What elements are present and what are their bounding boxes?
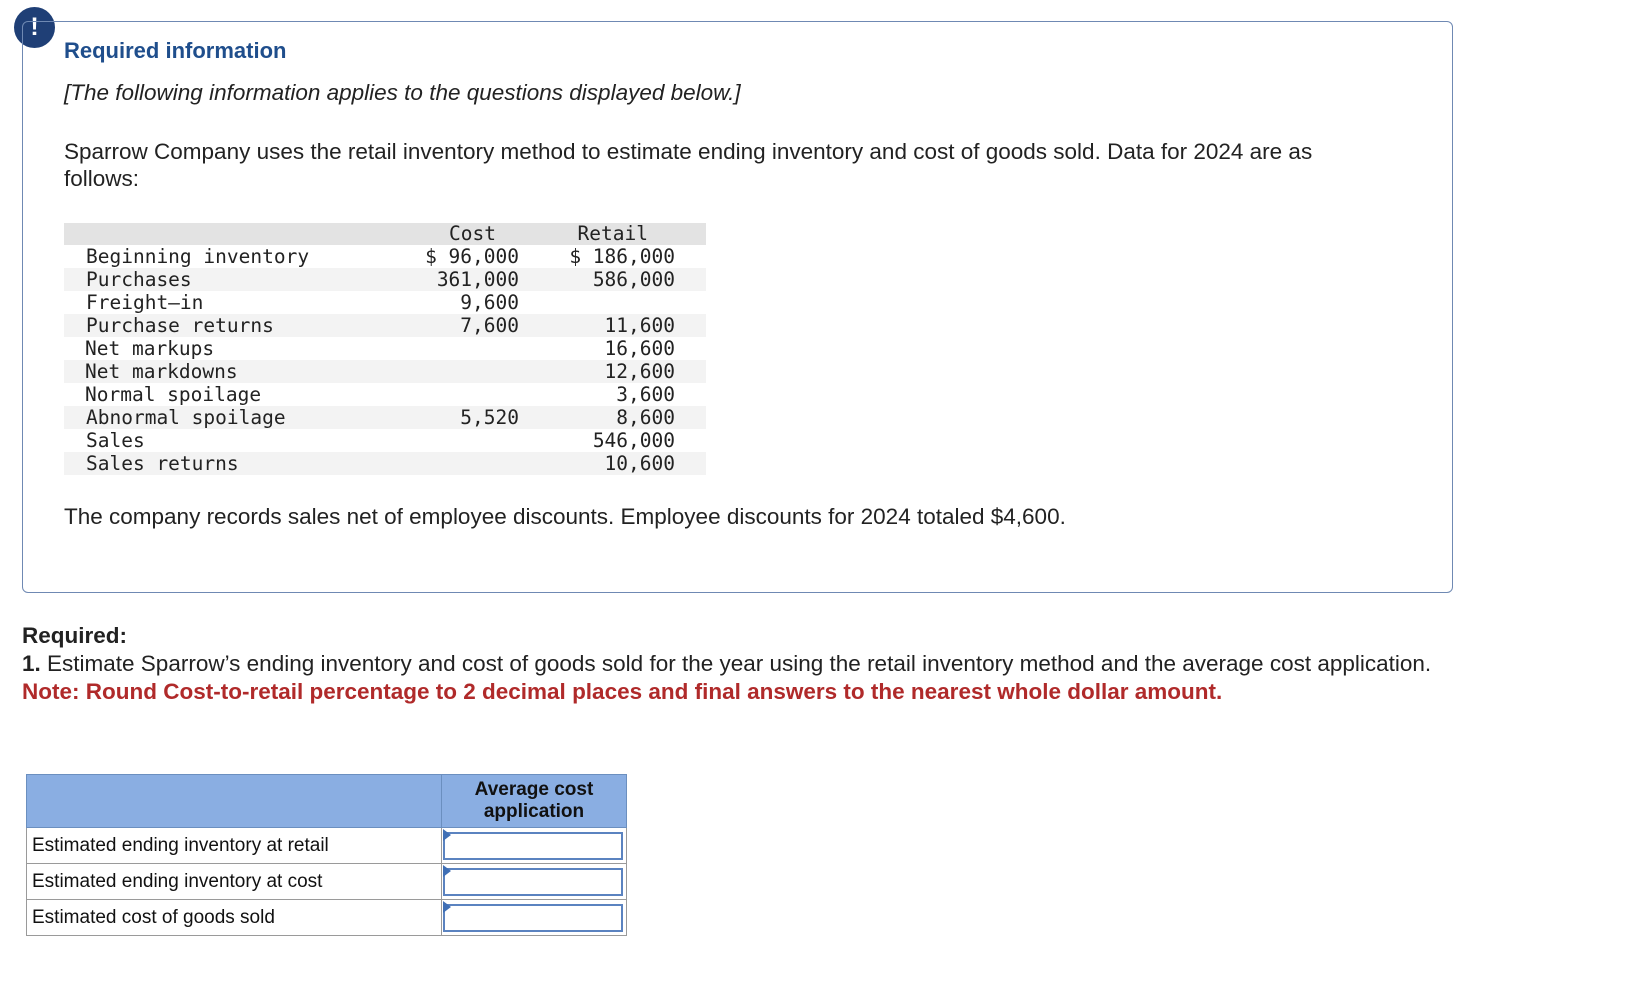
row-label: Beginning inventory — [86, 245, 310, 268]
table-row — [64, 406, 706, 429]
row-label: Sales — [86, 429, 145, 452]
answer-table-header — [27, 775, 627, 828]
info-subtitle: [The following information applies to the questions displayed below.] — [64, 80, 741, 105]
answer-row-label: Estimated ending inventory at retail — [27, 828, 442, 864]
row-retail: 586,000 — [592, 268, 675, 291]
row-retail: 8,600 — [616, 406, 675, 429]
header-blank-cell — [27, 775, 442, 828]
row-retail: 11,600 — [604, 314, 675, 337]
question-text: Estimate Sparrow’s ending inventory and cost of goods sold for the year using the retail inventory method and the average cost application. — [40, 651, 1432, 676]
table-row — [27, 864, 627, 900]
required-section — [22, 622, 1442, 706]
answer-input-cell — [442, 900, 627, 936]
ending-inventory-retail-input[interactable] — [443, 832, 623, 860]
answer-input-cell — [442, 864, 627, 900]
row-label: Purchases — [86, 268, 192, 291]
table-header-row — [64, 223, 706, 245]
question-number: 1. — [22, 651, 41, 676]
row-retail: 546,000 — [592, 429, 675, 452]
table-row — [64, 337, 706, 360]
row-retail: 16,600 — [604, 337, 675, 360]
inventory-data-table — [64, 223, 706, 475]
row-cost: 361,000 — [436, 268, 519, 291]
info-note: The company records sales net of employee discounts. Employee discounts for 2024 totaled $4,600. — [64, 504, 1066, 529]
table-row — [64, 360, 706, 383]
table-row — [64, 452, 706, 475]
row-retail: $ 186,000 — [569, 245, 675, 268]
table-row — [64, 245, 706, 268]
table-row — [64, 429, 706, 452]
row-retail: 12,600 — [604, 360, 675, 383]
answer-row-label: Estimated cost of goods sold — [27, 900, 442, 936]
alert-symbol: ! — [30, 13, 39, 41]
info-title: Required information — [64, 38, 287, 63]
row-label: Freight–in — [86, 291, 204, 314]
table-row — [64, 314, 706, 337]
row-retail: 3,600 — [616, 383, 675, 406]
row-label: Net markups — [85, 337, 215, 360]
column-header-cost: Cost — [449, 222, 496, 245]
row-label: Abnormal spoilage — [86, 406, 286, 429]
row-cost: 7,600 — [460, 314, 519, 337]
input-marker-icon — [443, 865, 451, 877]
column-header-average-cost: Average cost application — [442, 775, 627, 828]
row-cost: 5,520 — [460, 406, 519, 429]
row-label: Normal spoilage — [85, 383, 262, 406]
column-header-retail: Retail — [577, 222, 648, 245]
answer-input-cell — [442, 828, 627, 864]
answer-table — [26, 774, 627, 936]
table-row — [64, 383, 706, 406]
row-label: Purchase returns — [86, 314, 274, 337]
info-intro: Sparrow Company uses the retail inventory method to estimate ending inventory and cost of goods sold. Data for 2024 are as follows: — [64, 139, 1313, 191]
input-marker-icon — [443, 901, 451, 913]
table-row — [27, 828, 627, 864]
required-heading: Required: — [22, 623, 128, 648]
table-row — [27, 900, 627, 936]
ending-inventory-cost-input[interactable] — [443, 868, 623, 896]
row-label: Sales returns — [86, 452, 239, 475]
table-row — [64, 268, 706, 291]
row-retail: 10,600 — [604, 452, 675, 475]
row-cost: $ 96,000 — [425, 245, 519, 268]
rounding-note: Note: Round Cost-to-retail percentage to 2 decimal places and final answers to the nearest whole dollar amount. — [22, 679, 1223, 704]
required-question — [22, 650, 1442, 678]
answer-row-label: Estimated ending inventory at cost — [27, 864, 442, 900]
row-cost: 9,600 — [460, 291, 519, 314]
table-row — [64, 291, 706, 314]
cost-of-goods-sold-input[interactable] — [443, 904, 623, 932]
row-label: Net markdowns — [85, 360, 238, 383]
input-marker-icon — [443, 829, 451, 841]
